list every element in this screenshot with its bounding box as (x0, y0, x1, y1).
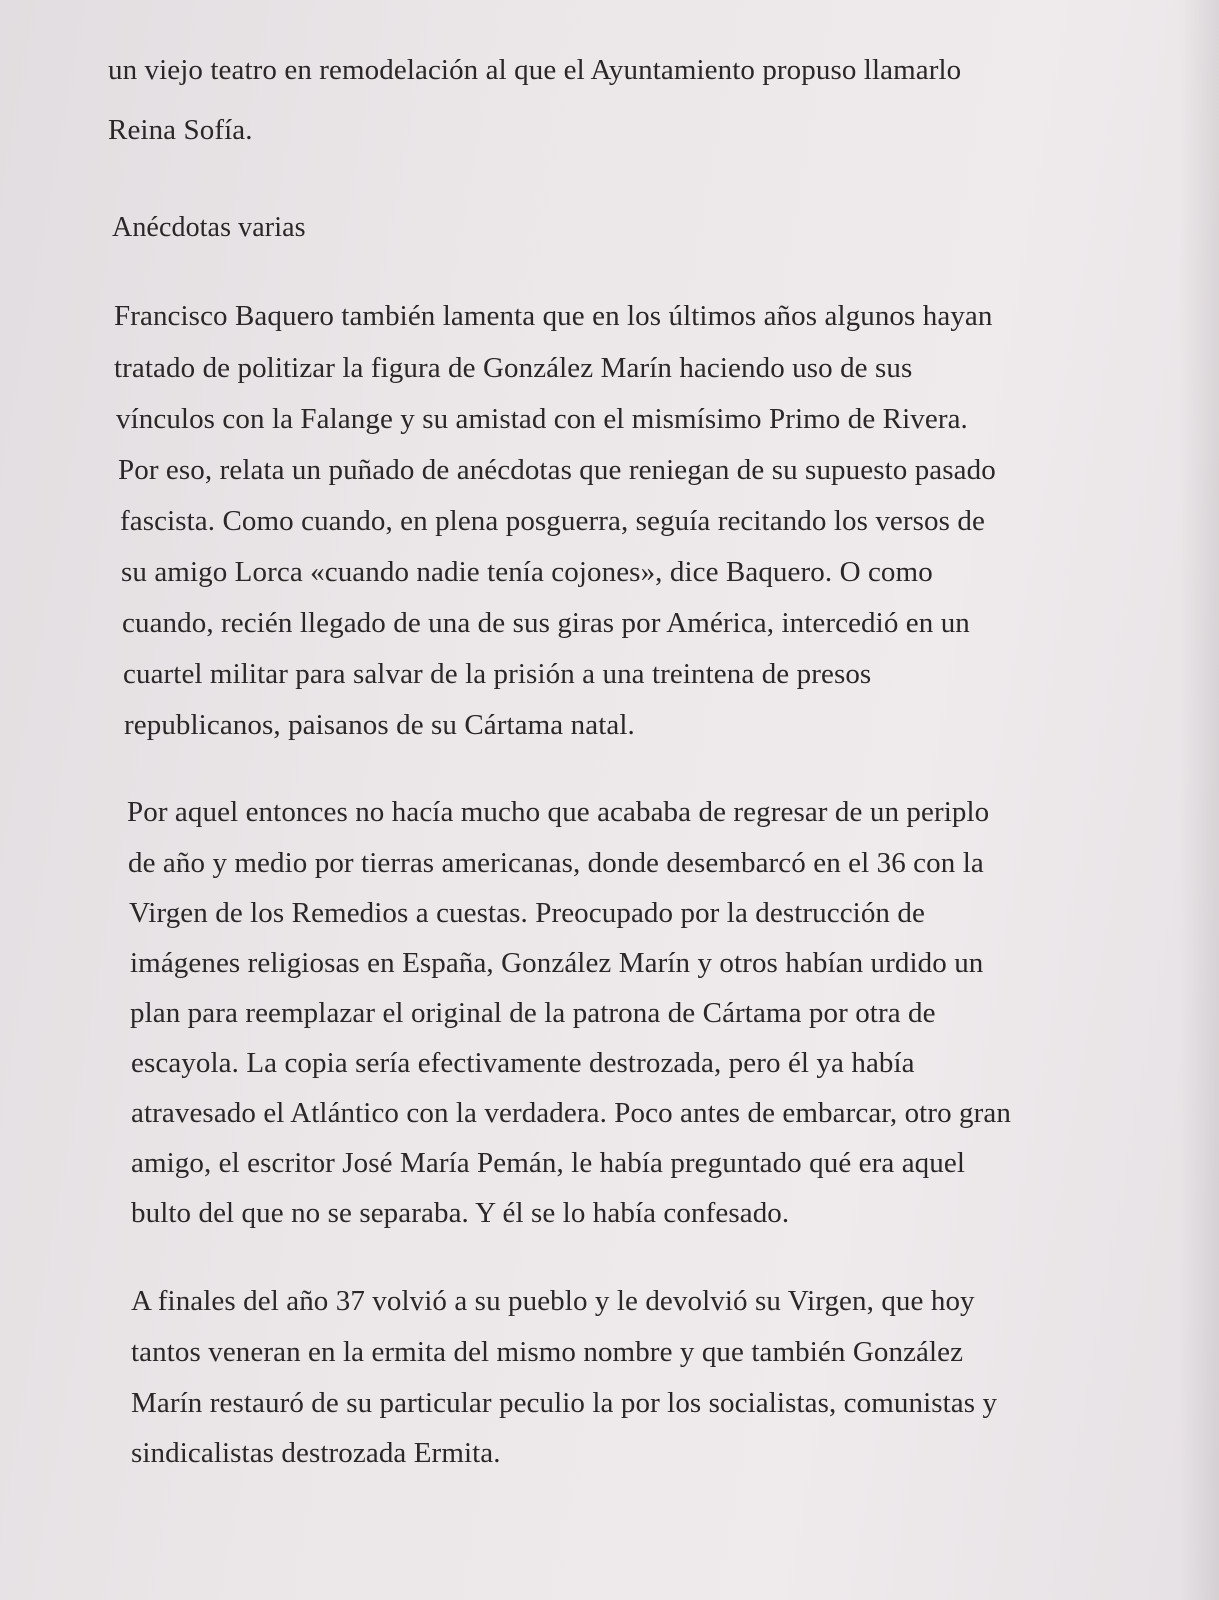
paragraph-2-line-6: escayola. La copia sería efectivamente destrozada, pero él ya había (131, 1047, 915, 1079)
paragraph-3-line-2: tantos veneran en la ermita del mismo nombre y que también González (131, 1336, 964, 1368)
paragraph-2-line-5: plan para reemplazar el original de la patrona de Cártama por otra de (130, 997, 936, 1029)
paragraph-2-line-4: imágenes religiosas en España, González Marín y otros habían urdido un (130, 947, 984, 979)
intro-line-1: un viejo teatro en remodelación al que el Ayuntamiento propuso llamarlo (108, 54, 962, 86)
paragraph-1-line-5: fascista. Como cuando, en plena posguerra, seguía recitando los versos de (120, 505, 985, 537)
paragraph-1-line-6: su amigo Lorca «cuando nadie tenía cojones», dice Baquero. O como (121, 556, 933, 588)
paragraph-2-line-7: atravesado el Atlántico con la verdadera. Poco antes de embarcar, otro gran (131, 1097, 1011, 1129)
paragraph-2-line-2: de año y medio por tierras americanas, donde desembarcó en el 36 con la (128, 847, 984, 879)
paragraph-3-line-1: A finales del año 37 volvió a su pueblo y le devolvió su Virgen, que hoy (131, 1285, 975, 1317)
paragraph-1-line-7: cuando, recién llegado de una de sus giras por América, intercedió en un (122, 607, 970, 639)
section-heading: Anécdotas varias (112, 212, 306, 243)
paragraph-2-line-1: Por aquel entonces no hacía mucho que acababa de regresar de un periplo (127, 796, 990, 828)
paragraph-1-line-1: Francisco Baquero también lamenta que en los últimos años algunos hayan (114, 300, 993, 332)
paragraph-1-line-3: vínculos con la Falange y su amistad con el mismísimo Primo de Rivera. (116, 403, 968, 435)
page-edge-shadow (1179, 0, 1219, 1600)
paragraph-1-line-4: Por eso, relata un puñado de anécdotas que reniegan de su supuesto pasado (118, 454, 996, 486)
paragraph-2-line-9: bulto del que no se separaba. Y él se lo había confesado. (131, 1197, 790, 1229)
paragraph-3-line-4: sindicalistas destrozada Ermita. (131, 1437, 501, 1469)
paragraph-3-line-3: Marín restauró de su particular peculio la por los socialistas, comunistas y (131, 1387, 998, 1419)
paragraph-2-line-8: amigo, el escritor José María Pemán, le había preguntado qué era aquel (131, 1147, 965, 1179)
paragraph-1-line-9: republicanos, paisanos de su Cártama natal. (124, 709, 635, 741)
paragraph-1-line-2: tratado de politizar la figura de González Marín haciendo uso de sus (114, 352, 913, 384)
paragraph-2-line-3: Virgen de los Remedios a cuestas. Preocupado por la destrucción de (129, 897, 925, 929)
intro-line-2: Reina Sofía. (108, 114, 253, 146)
paragraph-1-line-8: cuartel militar para salvar de la prisión a una treintena de presos (123, 658, 872, 690)
